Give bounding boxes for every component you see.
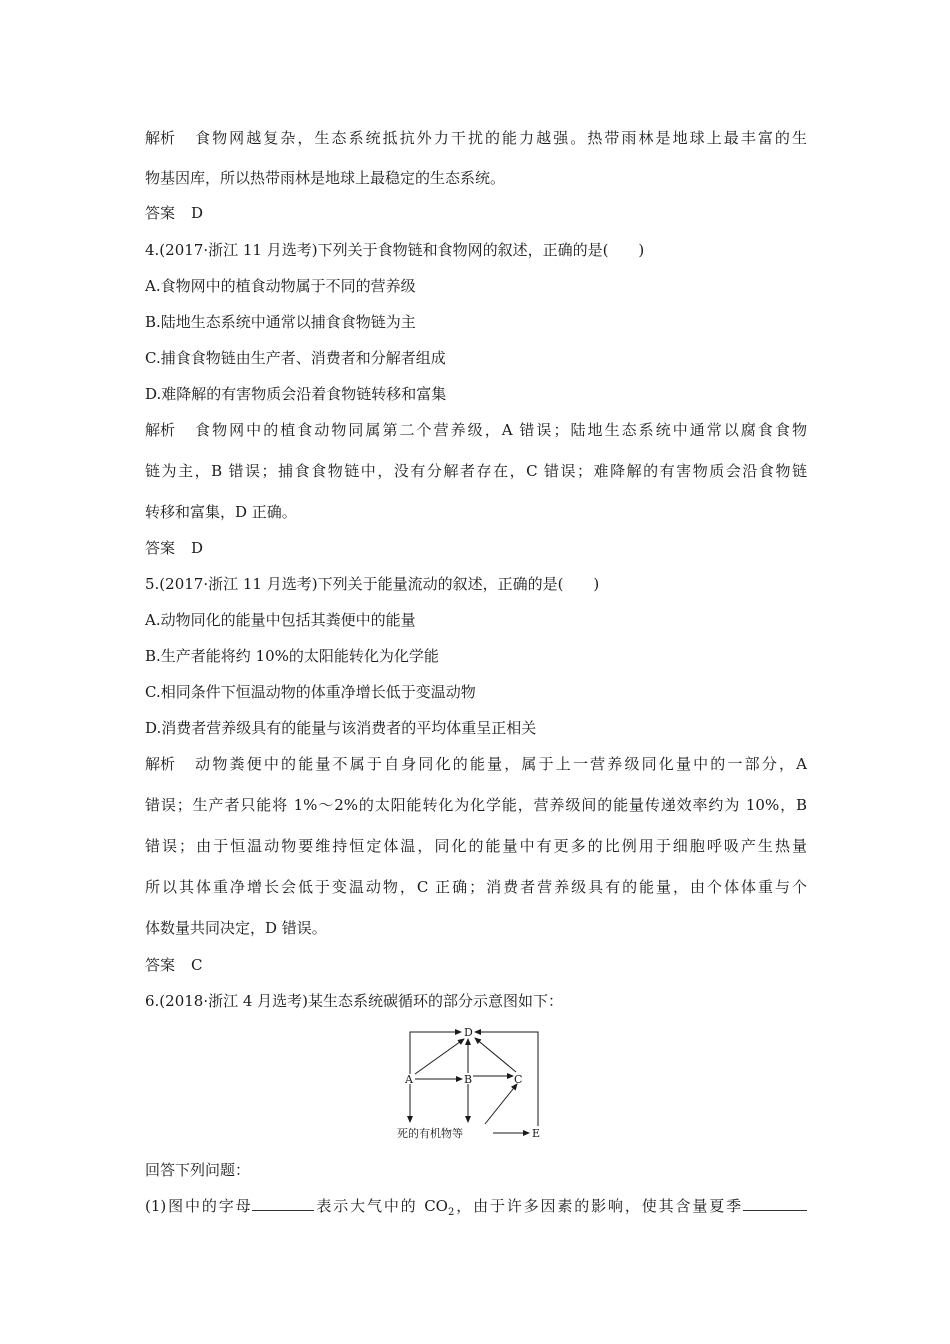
q5-analysis-line5: 体数量共同决定，D 错误。	[145, 919, 327, 937]
node-c: C	[514, 1073, 523, 1086]
dead-matter-label: 死的有机物等	[397, 1127, 463, 1140]
arrow-a-to-d-diag	[415, 1039, 464, 1074]
answer-value: C	[191, 956, 203, 974]
analysis-3-line2: 物基因库，所以热带雨林是地球上最稳定的生态系统。	[145, 169, 506, 187]
q4-option-a: A.食物网中的植食动物属于不同的营养级	[145, 277, 416, 295]
node-a: A	[405, 1073, 413, 1086]
q5-analysis-line2: 错误；生产者只能将 1%～2%的太阳能转化为化学能，营养级间的能量传递效率约为 10%，B	[145, 796, 807, 814]
analysis-label: 解析	[145, 421, 176, 439]
q6-sub1: (1)图中的字母 表示大气中的 $CO_2$，由于许多因素的影响，使其含量夏季	[145, 1196, 807, 1223]
answer-blank-2[interactable]	[743, 1196, 807, 1211]
analysis-3-line1: 解析 食物网越复杂，生态系统抵抗外力干扰的能力越强。热带雨林是地球上最丰富的生	[145, 129, 807, 147]
q4-option-b: B.陆地生态系统中通常以捕食食物链为主	[145, 313, 416, 331]
q4-analysis-line3: 转移和富集，D 正确。	[145, 503, 297, 521]
node-e: E	[532, 1127, 541, 1140]
answer-blank-1[interactable]	[252, 1196, 314, 1211]
analysis-label: 解析	[145, 129, 176, 147]
q4-stem: 4.(2017·浙江 11 月选考)下列关于食物链和食物网的叙述，正确的是( )	[145, 241, 645, 259]
q4-analysis-line1: 解析 食物网中的植食动物同属第二个营养级，A 错误；陆地生态系统中通常以腐食食物	[145, 421, 807, 439]
carbon-cycle-diagram	[395, 1024, 555, 1144]
q5-analysis-line1: 解析 动物粪便中的能量不属于自身同化的能量，属于上一营养级同化量中的一部分，A	[145, 755, 807, 773]
answer-value: D	[191, 204, 204, 222]
q4-answer	[145, 538, 203, 558]
arrow-dead-to-c	[485, 1084, 517, 1124]
answer-label: 答案	[145, 956, 176, 974]
q5-stem: 5.(2017·浙江 11 月选考)下列关于能量流动的叙述，正确的是( )	[145, 575, 600, 593]
q5-option-b: B.生产者能将约 10%的太阳能转化为化学能	[145, 647, 439, 665]
node-b: B	[464, 1073, 473, 1086]
q5-answer	[145, 955, 203, 975]
node-d: D	[464, 1026, 473, 1039]
q4-analysis-line2: 链为主，B 错误；捕食食物链中，没有分解者存在，C 错误；难降解的有害物质会沿食物链	[145, 462, 807, 480]
q5-analysis-line4: 所以其体重净增长会低于变温动物，C 正确；消费者营养级具有的能量，由个体体重与个	[145, 878, 807, 896]
q4-option-d: D.难降解的有害物质会沿着食物链转移和富集	[145, 385, 447, 403]
answer-value: D	[191, 539, 204, 557]
arrow-a-to-d-top	[410, 1032, 461, 1074]
arrow-c-to-d	[475, 1038, 516, 1072]
q5-option-a: A.动物同化的能量中包括其粪便中的能量	[145, 611, 416, 629]
q6-stem: 6.(2018·浙江 4 月选考)某生态系统碳循环的部分示意图如下：	[145, 992, 564, 1010]
q5-analysis-line3: 错误；由于恒温动物要维持恒定体温，同化的能量中有更多的比例用于细胞呼吸产生热量	[145, 837, 807, 855]
q4-option-c: C.捕食食物链由生产者、消费者和分解者组成	[145, 349, 446, 367]
answer-label: 答案	[145, 204, 176, 222]
answer-3	[145, 203, 203, 223]
q6-prompt: 回答下列问题：	[145, 1161, 251, 1179]
q5-option-c: C.相同条件下恒温动物的体重净增长低于变温动物	[145, 683, 476, 701]
answer-label: 答案	[145, 539, 176, 557]
q5-option-d: D.消费者营养级具有的能量与该消费者的平均体重呈正相关	[145, 719, 537, 737]
analysis-label: 解析	[145, 755, 176, 773]
